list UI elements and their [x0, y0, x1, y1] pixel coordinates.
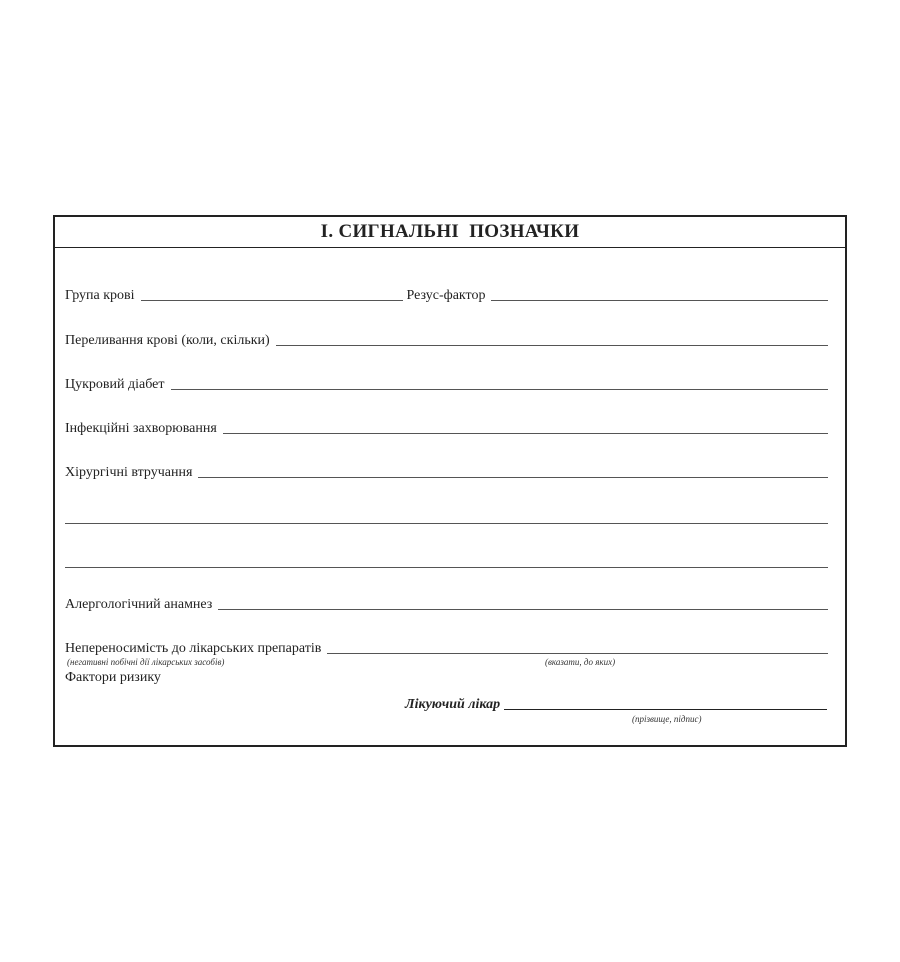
blood-group-row: [65, 284, 828, 304]
doctor-row: [405, 693, 827, 713]
infectious-row: [65, 417, 828, 437]
transfusion-row: [65, 329, 828, 349]
form-title: I. СИГНАЛЬНІ ПОЗНАЧКИ: [55, 217, 845, 248]
allergy-label: Алергологічний анамнез: [65, 597, 213, 612]
risk-factors-label: Фактори ризику: [65, 670, 161, 685]
allergy-row: [65, 593, 828, 613]
diabetes-label: Цукровий діабет: [65, 377, 165, 392]
transfusion-field[interactable]: [276, 345, 828, 346]
infectious-label: Інфекційні захворювання: [65, 421, 217, 436]
rh-factor-field[interactable]: [491, 300, 828, 301]
doctor-hint: (прізвище, підпис): [632, 714, 702, 724]
diabetes-row: [65, 373, 828, 393]
rh-factor-label: Резус-фактор: [406, 288, 486, 303]
infectious-field[interactable]: [223, 433, 828, 434]
intolerance-specify-hint: (вказати, до яких): [545, 657, 616, 667]
surgery-row: [65, 461, 828, 481]
surgery-extra-line-2[interactable]: [65, 567, 828, 568]
signal-marks-form: [53, 215, 847, 747]
intolerance-hint: (негативні побічні дії лікарських засобів): [67, 657, 225, 667]
surgery-extra-line-1[interactable]: [65, 523, 828, 524]
transfusion-label: Переливання крові (коли, скільки): [65, 333, 270, 348]
surgery-field[interactable]: [198, 477, 828, 478]
intolerance-field[interactable]: [327, 653, 828, 654]
intolerance-label: Непереносимість до лікарських препаратів: [65, 641, 322, 656]
doctor-label: Лікуючий лікар: [405, 697, 501, 712]
doctor-signature-field[interactable]: [504, 709, 827, 710]
diabetes-field[interactable]: [171, 389, 828, 390]
intolerance-row: [65, 637, 828, 657]
blood-group-field[interactable]: [141, 300, 403, 301]
surgery-label: Хірургічні втручання: [65, 465, 193, 480]
blood-group-label: Група крові: [65, 288, 135, 303]
allergy-field[interactable]: [218, 609, 828, 610]
